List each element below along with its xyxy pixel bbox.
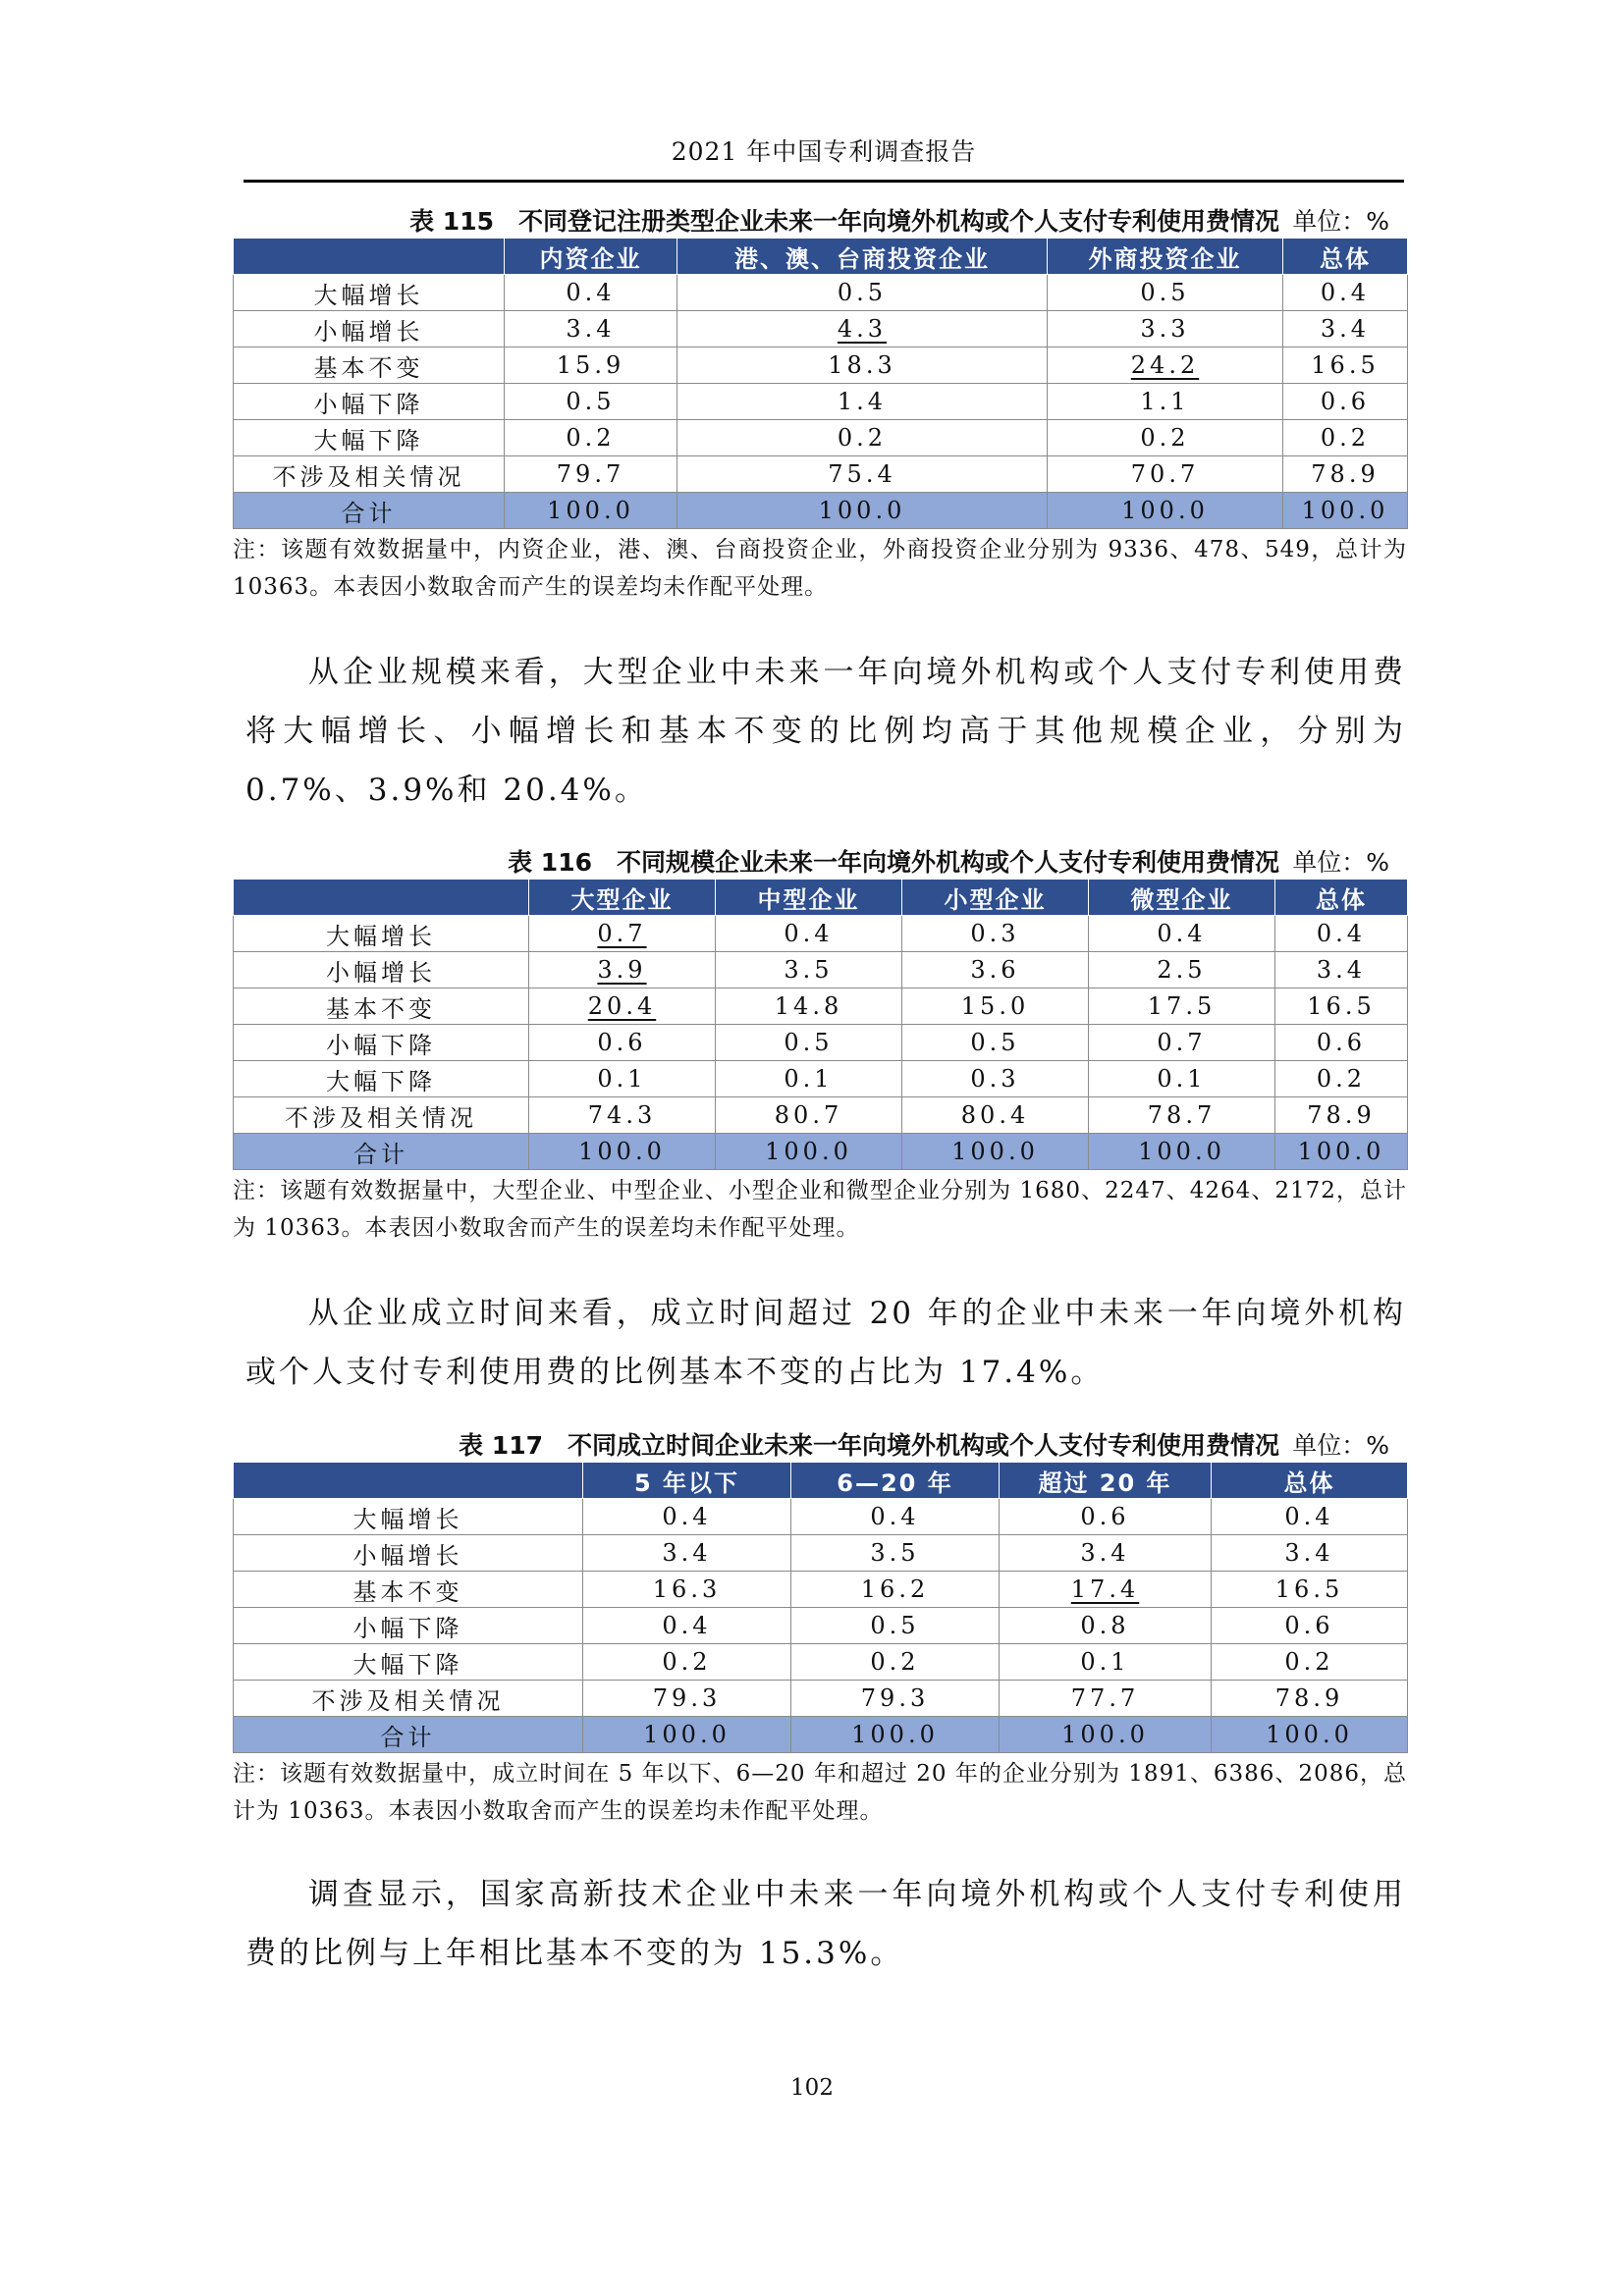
table-cell: 0.2 xyxy=(677,420,1048,456)
table-cell: 3.4 xyxy=(1275,952,1408,988)
table-total-row xyxy=(234,1134,1408,1170)
table-cell: 80.4 xyxy=(902,1097,1089,1134)
table-cell: 0.4 xyxy=(1283,275,1408,311)
table-cell: 0.4 xyxy=(583,1608,791,1644)
table-cell: 0.4 xyxy=(583,1499,791,1535)
table-cell: 100.0 xyxy=(1212,1717,1408,1753)
row-label: 小幅增长 xyxy=(234,1535,583,1572)
table-cell: 3.3 xyxy=(1048,311,1283,347)
table-cell: 78.9 xyxy=(1275,1097,1408,1134)
table-115 xyxy=(233,238,1408,529)
table-cell: 0.2 xyxy=(505,420,677,456)
table-row xyxy=(234,952,1408,988)
table-row xyxy=(234,1608,1408,1644)
table-cell: 0.2 xyxy=(1283,420,1408,456)
highlighted-value: 4.3 xyxy=(837,315,888,343)
table-row xyxy=(234,1097,1408,1134)
table-title: 表 115 不同登记注册类型企业未来一年向境外机构或个人支付专利使用费情况 xyxy=(409,207,1279,236)
table-row xyxy=(234,1572,1408,1608)
table-title-row xyxy=(233,837,1407,879)
table-cell: 0.7 xyxy=(1089,1025,1275,1061)
table-header-row xyxy=(234,1463,1408,1499)
table-title: 表 116 不同规模企业未来一年向境外机构或个人支付专利使用费情况 xyxy=(508,848,1279,877)
table-cell: 79.3 xyxy=(791,1681,1000,1717)
row-label: 大幅下降 xyxy=(234,420,505,456)
column-header: 外商投资企业 xyxy=(1048,239,1283,275)
table-cell: 0.5 xyxy=(791,1608,1000,1644)
table-cell: 100.0 xyxy=(902,1134,1089,1170)
row-label: 基本不变 xyxy=(234,347,505,384)
column-header xyxy=(234,239,505,275)
table-cell: 100.0 xyxy=(1275,1134,1408,1170)
table-cell: 78.9 xyxy=(1283,456,1408,493)
table-note: 注：该题有效数据量中，内资企业，港、澳、台商投资企业，外商投资企业分别为 9336、478、549，总计为 10363。本表因小数取舍而产生的误差均未作配平处理。 xyxy=(233,537,1407,600)
row-label: 基本不变 xyxy=(234,1572,583,1608)
table-cell: 0.1 xyxy=(1089,1061,1275,1097)
table-cell: 0.4 xyxy=(791,1499,1000,1535)
table-cell: 3.4 xyxy=(1212,1535,1408,1572)
table-row xyxy=(234,420,1408,456)
table-117 xyxy=(233,1462,1408,1753)
row-label: 大幅增长 xyxy=(234,1499,583,1535)
column-header: 6—20 年 xyxy=(791,1463,1000,1499)
table-unit: 单位：% xyxy=(1292,207,1389,236)
table-cell: 0.6 xyxy=(1283,384,1408,420)
table-title: 表 117 不同成立时间企业未来一年向境外机构或个人支付专利使用费情况 xyxy=(459,1431,1279,1460)
table-cell: 17.5 xyxy=(1089,988,1275,1025)
table-cell: 79.7 xyxy=(505,456,677,493)
table-cell: 100.0 xyxy=(1000,1717,1212,1753)
highlighted-value: 20.4 xyxy=(587,992,657,1020)
table-note: 注：该题有效数据量中，大型企业、中型企业、小型企业和微型企业分别为 1680、2247、4264、2172，总计为 10363。本表因小数取舍而产生的误差均未作配平处理。 xyxy=(233,1178,1407,1241)
running-header: 2021 年中国专利调查报告 xyxy=(671,137,977,166)
highlighted-value: 24.2 xyxy=(1130,351,1200,379)
column-header: 超过 20 年 xyxy=(1000,1463,1212,1499)
table-row xyxy=(234,384,1408,420)
row-label: 小幅下降 xyxy=(234,1608,583,1644)
highlighted-value: 3.9 xyxy=(597,956,647,984)
header-rule xyxy=(244,180,1404,183)
table-cell: 0.6 xyxy=(1212,1608,1408,1644)
column-header: 总体 xyxy=(1275,880,1408,916)
table-cell: 75.4 xyxy=(677,456,1048,493)
table-cell: 0.2 xyxy=(1275,1061,1408,1097)
row-label: 合计 xyxy=(234,1134,529,1170)
table-cell: 100.0 xyxy=(1048,493,1283,529)
table-cell: 100.0 xyxy=(1283,493,1408,529)
table-cell: 77.7 xyxy=(1000,1681,1212,1717)
column-header: 总体 xyxy=(1283,239,1408,275)
table-cell: 0.8 xyxy=(1000,1608,1212,1644)
row-label: 大幅增长 xyxy=(234,916,529,952)
table-cell: 0.5 xyxy=(1048,275,1283,311)
table-cell: 79.3 xyxy=(583,1681,791,1717)
row-label: 大幅下降 xyxy=(234,1644,583,1681)
table-cell: 3.4 xyxy=(1000,1535,1212,1572)
row-label: 小幅增长 xyxy=(234,952,529,988)
table-cell: 0.2 xyxy=(1048,420,1283,456)
table-cell: 16.5 xyxy=(1283,347,1408,384)
row-label: 合计 xyxy=(234,1717,583,1753)
table-row xyxy=(234,1535,1408,1572)
table-row xyxy=(234,1499,1408,1535)
row-label: 大幅下降 xyxy=(234,1061,529,1097)
table-cell: 0.4 xyxy=(1212,1499,1408,1535)
column-header: 中型企业 xyxy=(716,880,902,916)
table-row xyxy=(234,347,1408,384)
table-cell: 0.5 xyxy=(902,1025,1089,1061)
table-cell: 100.0 xyxy=(716,1134,902,1170)
column-header: 港、澳、台商投资企业 xyxy=(677,239,1048,275)
table-cell xyxy=(529,916,716,952)
table-cell: 3.5 xyxy=(716,952,902,988)
row-label: 基本不变 xyxy=(234,988,529,1025)
table-cell: 100.0 xyxy=(529,1134,716,1170)
table-total-row xyxy=(234,493,1408,529)
table-cell: 15.0 xyxy=(902,988,1089,1025)
body-paragraph: 调查显示，国家高新技术企业中未来一年向境外机构或个人支付专利使用费的比例与上年相比基本不变的为 15.3%。 xyxy=(245,1877,1406,1971)
table-cell: 0.5 xyxy=(677,275,1048,311)
table-cell: 3.5 xyxy=(791,1535,1000,1572)
table-cell: 0.6 xyxy=(1000,1499,1212,1535)
table-cell: 0.3 xyxy=(902,916,1089,952)
highlighted-value: 17.4 xyxy=(1070,1575,1140,1603)
row-label: 不涉及相关情况 xyxy=(234,1681,583,1717)
table-cell: 70.7 xyxy=(1048,456,1283,493)
table-cell: 0.4 xyxy=(1275,916,1408,952)
table-total-row xyxy=(234,1717,1408,1753)
body-paragraph: 从企业成立时间来看，成立时间超过 20 年的企业中未来一年向境外机构或个人支付专利使用费的比例基本不变的占比为 17.4%。 xyxy=(245,1296,1406,1390)
table-cell: 78.7 xyxy=(1089,1097,1275,1134)
table-cell: 0.2 xyxy=(583,1644,791,1681)
column-header xyxy=(234,1463,583,1499)
table-cell: 0.3 xyxy=(902,1061,1089,1097)
table-row xyxy=(234,916,1408,952)
table-115-block xyxy=(233,196,1407,606)
table-unit: 单位：% xyxy=(1292,1431,1389,1460)
row-label: 小幅下降 xyxy=(234,384,505,420)
table-cell: 74.3 xyxy=(529,1097,716,1134)
table-cell: 18.3 xyxy=(677,347,1048,384)
table-cell: 16.2 xyxy=(791,1572,1000,1608)
table-cell: 14.8 xyxy=(716,988,902,1025)
table-title-row xyxy=(233,196,1407,238)
table-row xyxy=(234,275,1408,311)
table-unit: 单位：% xyxy=(1292,848,1389,877)
table-cell xyxy=(529,952,716,988)
table-cell xyxy=(529,988,716,1025)
table-note: 注：该题有效数据量中，成立时间在 5 年以下、6—20 年和超过 20 年的企业分别为 1891、6386、2086，总计为 10363。本表因小数取舍而产生的误差均未作配平处理。 xyxy=(233,1761,1407,1824)
row-label: 不涉及相关情况 xyxy=(234,1097,529,1134)
table-row xyxy=(234,1061,1408,1097)
table-116 xyxy=(233,879,1408,1170)
column-header xyxy=(234,880,529,916)
table-cell: 0.2 xyxy=(791,1644,1000,1681)
table-cell: 100.0 xyxy=(1089,1134,1275,1170)
table-row xyxy=(234,1644,1408,1681)
table-cell: 0.6 xyxy=(1275,1025,1408,1061)
row-label: 小幅增长 xyxy=(234,311,505,347)
column-header: 内资企业 xyxy=(505,239,677,275)
table-cell: 80.7 xyxy=(716,1097,902,1134)
table-cell: 78.9 xyxy=(1212,1681,1408,1717)
table-cell: 0.1 xyxy=(529,1061,716,1097)
table-cell: 100.0 xyxy=(505,493,677,529)
table-row xyxy=(234,1025,1408,1061)
page-number: 102 xyxy=(790,2075,834,2101)
table-116-block xyxy=(233,837,1407,1247)
table-cell: 100.0 xyxy=(791,1717,1000,1753)
table-cell: 3.4 xyxy=(1283,311,1408,347)
table-cell: 2.5 xyxy=(1089,952,1275,988)
body-paragraph: 从企业规模来看，大型企业中未来一年向境外机构或个人支付专利使用费将大幅增长、小幅增长和基本不变的比例均高于其他规模企业，分别为 0.7%、3.9%和 20.4%。 xyxy=(245,655,1406,808)
table-cell: 0.4 xyxy=(1089,916,1275,952)
table-cell: 0.1 xyxy=(716,1061,902,1097)
table-cell: 1.4 xyxy=(677,384,1048,420)
table-cell: 0.1 xyxy=(1000,1644,1212,1681)
highlighted-value: 0.7 xyxy=(597,920,647,947)
table-cell: 15.9 xyxy=(505,347,677,384)
column-header: 微型企业 xyxy=(1089,880,1275,916)
table-cell: 3.4 xyxy=(505,311,677,347)
table-cell: 16.5 xyxy=(1275,988,1408,1025)
table-row xyxy=(234,311,1408,347)
table-row xyxy=(234,456,1408,493)
table-cell xyxy=(677,311,1048,347)
table-cell: 0.5 xyxy=(505,384,677,420)
table-header-row xyxy=(234,239,1408,275)
row-label: 小幅下降 xyxy=(234,1025,529,1061)
table-cell: 1.1 xyxy=(1048,384,1283,420)
table-cell: 3.4 xyxy=(583,1535,791,1572)
row-label: 不涉及相关情况 xyxy=(234,456,505,493)
column-header: 总体 xyxy=(1212,1463,1408,1499)
table-row xyxy=(234,988,1408,1025)
table-cell: 0.4 xyxy=(716,916,902,952)
column-header: 小型企业 xyxy=(902,880,1089,916)
column-header: 大型企业 xyxy=(529,880,716,916)
table-cell: 100.0 xyxy=(583,1717,791,1753)
column-header: 5 年以下 xyxy=(583,1463,791,1499)
table-cell: 100.0 xyxy=(677,493,1048,529)
row-label: 合计 xyxy=(234,493,505,529)
table-117-block xyxy=(233,1420,1407,1830)
table-cell: 16.5 xyxy=(1212,1572,1408,1608)
table-cell: 16.3 xyxy=(583,1572,791,1608)
table-cell: 0.5 xyxy=(716,1025,902,1061)
table-cell xyxy=(1000,1572,1212,1608)
table-cell: 0.2 xyxy=(1212,1644,1408,1681)
table-cell: 3.6 xyxy=(902,952,1089,988)
table-cell: 0.4 xyxy=(505,275,677,311)
table-title-row xyxy=(233,1420,1407,1462)
table-cell: 0.6 xyxy=(529,1025,716,1061)
table-header-row xyxy=(234,880,1408,916)
row-label: 大幅增长 xyxy=(234,275,505,311)
table-cell xyxy=(1048,347,1283,384)
table-row xyxy=(234,1681,1408,1717)
